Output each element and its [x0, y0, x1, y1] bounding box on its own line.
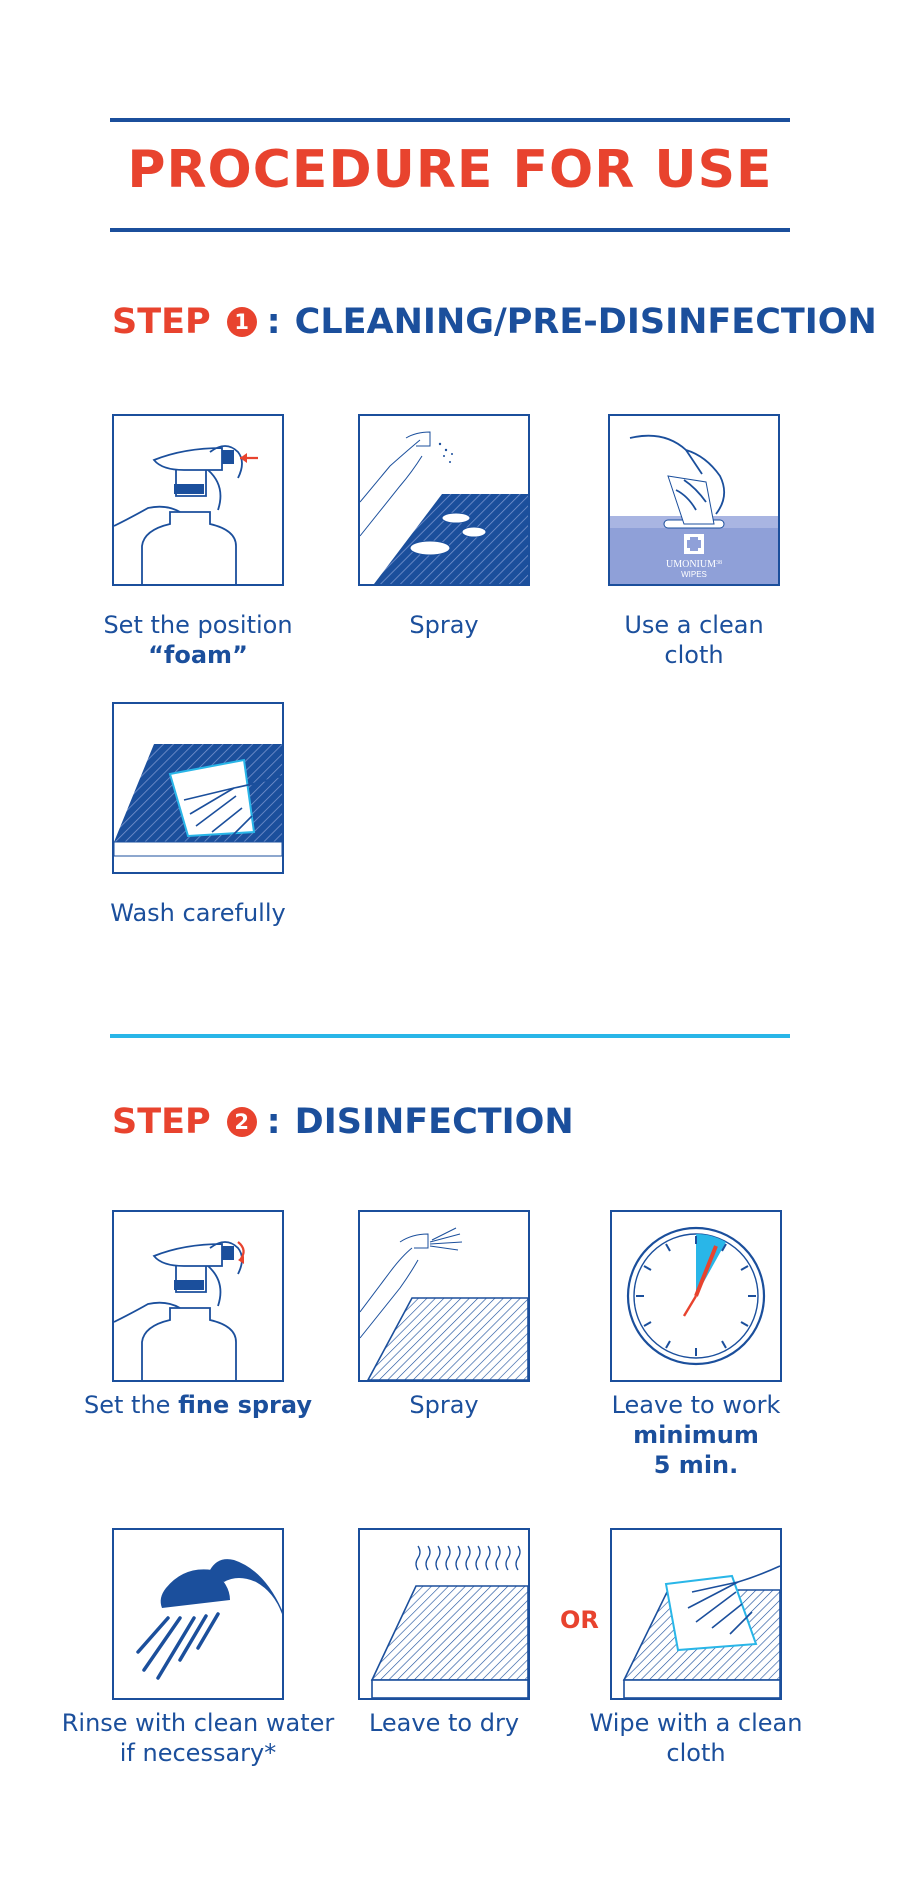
- shower-icon: [114, 1530, 282, 1698]
- wipe-surface-icon: [612, 1530, 780, 1698]
- step1-number-badge: 1: [227, 307, 257, 337]
- step1-icon-box-3: [608, 414, 780, 586]
- step2-caption-4: [56, 1708, 340, 1768]
- step1-icon-box-1: [112, 414, 284, 586]
- step1-caption-1-line2: “foam”: [148, 641, 248, 669]
- step1-caption-2-line1: Spray: [409, 611, 479, 639]
- step2-icon-box-3: [610, 1210, 782, 1382]
- section-divider: [110, 1034, 790, 1038]
- step2-prefix: STEP: [112, 1102, 211, 1142]
- step1-caption-3-line1: Use a clean: [624, 611, 764, 639]
- step1-icon-box-2: [358, 414, 530, 586]
- title-bottom-rule: [110, 228, 790, 232]
- step2-caption-5: [324, 1708, 564, 1738]
- step1-name: CLEANING/PRE-DISINFECTION: [294, 302, 877, 342]
- step1-icon-box-4: [112, 702, 284, 874]
- step2-number-badge: 2: [227, 1107, 257, 1137]
- clock-icon: [612, 1212, 780, 1380]
- step2-heading: [112, 1102, 574, 1142]
- step2-icon-box-6: [610, 1528, 782, 1700]
- step2-name: DISINFECTION: [294, 1102, 574, 1142]
- step1-prefix: STEP: [112, 302, 211, 342]
- step2-caption-6: [576, 1708, 816, 1768]
- step2-icon-box-1: [112, 1210, 284, 1382]
- step2-caption-4-line2: if necessary*: [119, 1739, 277, 1767]
- step1-colon: :: [266, 302, 281, 342]
- mist-spray-icon: [360, 1212, 528, 1380]
- step2-colon: :: [266, 1102, 281, 1142]
- or-label: OR: [560, 1606, 599, 1634]
- step1-caption-1-line1: Set the position: [103, 611, 293, 639]
- step1-heading: [112, 302, 877, 342]
- fine-sprayer-icon: [114, 1212, 282, 1380]
- foam-spray-icon: [360, 416, 528, 584]
- step1-caption-4: [78, 898, 318, 928]
- step2-icon-box-4: [112, 1528, 284, 1700]
- step2-caption-3: [576, 1390, 816, 1480]
- foam-sprayer-icon: [114, 416, 282, 584]
- step2-icon-box-2: [358, 1210, 530, 1382]
- wipes-box-label: WIPES: [681, 570, 707, 579]
- page-title: PROCEDURE FOR USE: [127, 140, 773, 200]
- step2-caption-3-line2: minimum: [633, 1421, 759, 1449]
- step1-caption-3-line2: cloth: [664, 641, 724, 669]
- svg-text:UMONIUM38: [666, 559, 722, 570]
- step2-caption-1-bold: fine spray: [178, 1391, 312, 1419]
- step1-caption-2: [324, 610, 564, 640]
- wash-hand-icon: [114, 704, 282, 872]
- step2-caption-1: [56, 1390, 340, 1420]
- step2-caption-3-line1: Leave to work: [611, 1391, 781, 1419]
- step1-caption-4-line1: Wash carefully: [110, 899, 286, 927]
- step2-caption-2-line1: Spray: [409, 1391, 479, 1419]
- step1-caption-1: [78, 610, 318, 670]
- step2-caption-5-line1: Leave to dry: [368, 1709, 520, 1737]
- step2-icon-box-5: [358, 1528, 530, 1700]
- wipes-box-icon: [610, 416, 778, 584]
- title-top-rule: [110, 118, 790, 122]
- step2-caption-1-text: Set the: [84, 1391, 179, 1419]
- step2-caption-3-line3: 5 min.: [653, 1451, 739, 1479]
- step2-caption-4-line1: Rinse with clean water: [61, 1709, 335, 1737]
- step2-caption-2: [324, 1390, 564, 1420]
- wipes-box-sup: 38: [716, 560, 722, 566]
- step1-caption-3: [574, 610, 814, 670]
- dry-surface-icon: [360, 1530, 528, 1698]
- step2-caption-6-line2: cloth: [666, 1739, 726, 1767]
- wipes-box-brand: UMONIUM: [666, 559, 716, 570]
- step2-caption-6-line1: Wipe with a clean: [589, 1709, 803, 1737]
